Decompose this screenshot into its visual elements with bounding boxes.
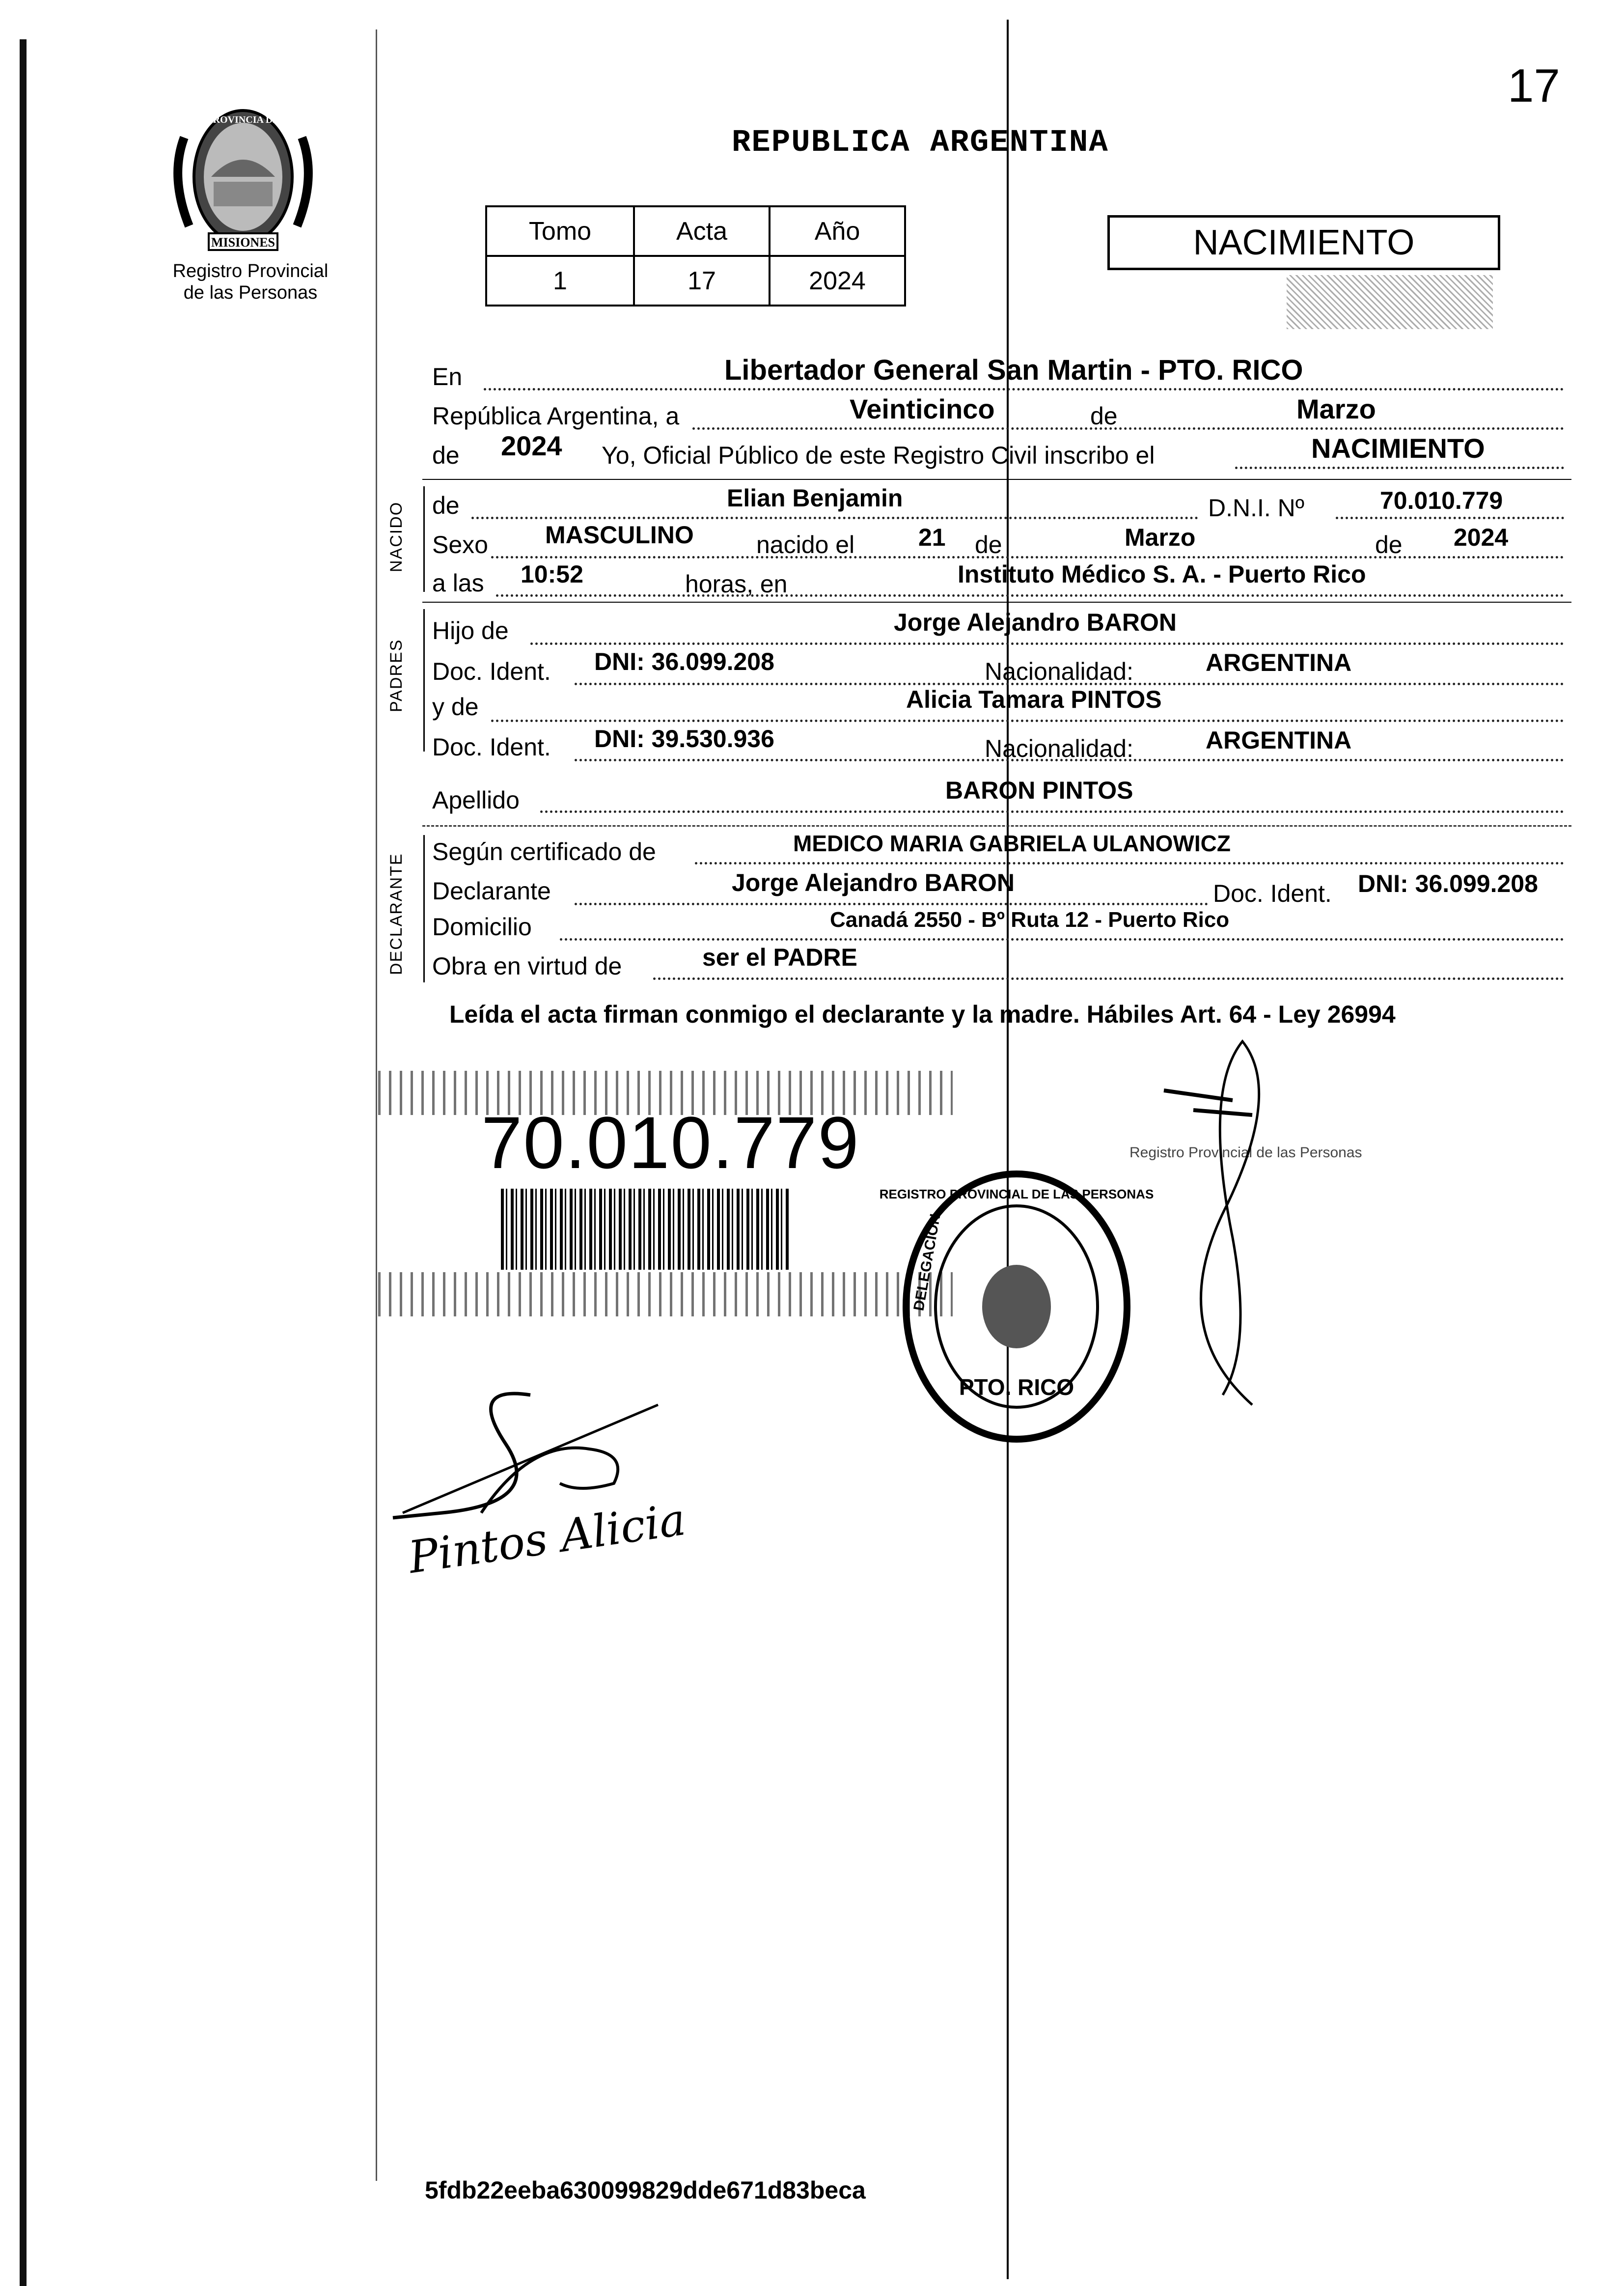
legal-text: Leída el acta firman conmigo el declarante y la madre. Hábiles Art. 64 - Ley 26994 [449,1001,1396,1028]
section-bracket [423,609,425,752]
section-label-padres: PADRES [387,639,406,712]
page-title: REPUBLICA ARGENTINA [732,125,1109,161]
nacido-dni-label: D.N.I. Nº [1208,494,1305,522]
document-hash: 5fdb22eeba630099829dde671d83beca [425,2176,866,2204]
dotted-line [484,388,1564,390]
padres-hijo-de-label: Hijo de [432,617,509,644]
nacido-horas-en-label: horas, en [685,570,788,598]
acta-table-header-row [486,206,905,256]
padres-nac-label-2: Nacionalidad: [985,735,1133,762]
security-pattern [1287,275,1493,329]
section-label-declarante: DECLARANTE [387,853,406,975]
dotted-line [471,517,1198,519]
section-bracket [423,835,425,982]
padres-padre-nac: ARGENTINA [1206,649,1352,676]
acta-value-acta: 17 [634,256,770,306]
binding-edge [20,39,27,2286]
dotted-line [491,556,1564,558]
field-de-label: de [1090,402,1118,430]
acta-value-anio: 2024 [770,256,905,306]
nacido-anio: 2024 [1454,524,1509,551]
seal-left-text: DELEGACIÓN [910,1212,944,1312]
nacido-de2-label: de [975,531,1002,558]
declarante-doc-label: Doc. Ident. [1213,880,1332,907]
padres-madre: Alicia Tamara PINTOS [906,686,1162,713]
nacido-lugar: Instituto Médico S. A. - Puerto Rico [958,560,1366,588]
acta-table-value-row [486,256,905,306]
nacido-a-las-label: a las [432,569,484,597]
field-republica-label: República Argentina, a [432,402,680,430]
nacido-dia: 21 [918,524,946,551]
dotted-line [1336,517,1564,519]
acta-header-acta: Acta [634,206,770,256]
crest-bottom-text: MISIONES [211,235,275,250]
acta-header-anio: Año [770,206,905,256]
declarante-segun-label: Según certificado de [432,838,656,865]
barcode [501,1189,791,1270]
padres-nac-label-1: Nacionalidad: [985,658,1133,685]
dotted-line [540,810,1564,813]
declarante-doc: DNI: 36.099.208 [1358,870,1538,897]
declarante-obra: ser el PADRE [702,944,857,971]
dotted-line [560,938,1564,941]
dotted-line [496,594,1564,597]
nacido-de3-label: de [1375,531,1403,558]
padres-padre-doc: DNI: 36.099.208 [594,648,774,675]
section-label-nacido: NACIDO [387,501,406,572]
nacido-dni: 70.010.779 [1380,487,1503,514]
padres-doc-label-1: Doc. Ident. [432,658,551,685]
seal-top-text: REGISTRO PROVINCIAL DE LAS PERSONAS [879,1187,1154,1201]
apellido-label: Apellido [432,786,520,814]
field-en-label: En [432,363,463,390]
section-divider [422,825,1571,827]
padres-padre: Jorge Alejandro BARON [894,609,1177,636]
official-seal [879,1164,1154,1449]
acta-value-tomo: 1 [486,256,634,306]
nacido-hora: 10:52 [521,560,583,588]
margin-line [376,29,377,2181]
apellido-value: BARON PINTOS [945,777,1133,804]
padres-y-de-label: y de [432,693,479,721]
section-divider [422,602,1571,603]
seal-bottom-text: PTO. RICO [959,1374,1074,1400]
padres-madre-nac: ARGENTINA [1206,726,1352,754]
dotted-line [575,759,1564,761]
dotted-line [575,903,1208,905]
madre-signature: Pintos Alicia [405,1493,689,1584]
nacido-sexo-label: Sexo [432,531,488,558]
declarante-domicilio-label: Domicilio [432,913,532,941]
nacido-de-label: de [432,492,460,519]
nacido-el-label: nacido el [756,531,855,558]
nacido-nombre: Elian Benjamin [727,484,903,512]
declarante-obra-label: Obra en virtud de [432,952,622,980]
misiones-crest-logo [165,103,322,255]
field-dia-value: Veinticinco [850,393,995,424]
field-mes-value: Marzo [1296,393,1376,424]
padres-doc-label-2: Doc. Ident. [432,733,551,761]
dotted-line [530,642,1564,645]
acta-table [485,205,906,307]
field-tipo-value: NACIMIENTO [1311,433,1485,464]
section-divider [422,479,1571,480]
field-de2-label: de [432,442,460,469]
acta-header-tomo: Tomo [486,206,634,256]
declarante-domicilio: Canadá 2550 - Bº Ruta 12 - Puerto Rico [830,908,1230,932]
official-signature [1105,1031,1449,1405]
security-wave-pattern [378,1272,953,1316]
nacido-mes: Marzo [1125,524,1196,551]
document-type-box: NACIMIENTO [1107,215,1500,270]
dotted-line [695,862,1564,864]
id-label-number: 70.010.779 [481,1101,860,1184]
section-bracket [423,486,425,592]
nacido-sexo: MASCULINO [545,521,694,549]
issuer-caption [162,260,339,304]
issuer-line2: de las Personas [183,282,318,303]
dotted-line [653,977,1564,980]
declarante-label: Declarante [432,877,551,905]
official-stamp: Registro Provincial de las Personas [1129,1144,1362,1161]
declarante-certificado: MEDICO MARIA GABRIELA ULANOWICZ [793,831,1231,856]
declarante-nombre: Jorge Alejandro BARON [732,869,1015,896]
field-yo-text: Yo, Oficial Público de este Registro Civil inscribo el [602,442,1155,469]
dotted-line [491,720,1564,722]
dotted-line [692,427,1564,430]
dotted-line [1235,467,1564,469]
issuer-line1: Registro Provincial [172,261,329,281]
page-number: 17 [1508,59,1560,112]
padres-madre-doc: DNI: 39.530.936 [594,725,774,753]
field-anio-value: 2024 [501,430,562,461]
crest-top-text: PROVINCIA DE [207,114,279,125]
field-en-value: Libertador General San Martin - PTO. RICO [724,354,1303,386]
